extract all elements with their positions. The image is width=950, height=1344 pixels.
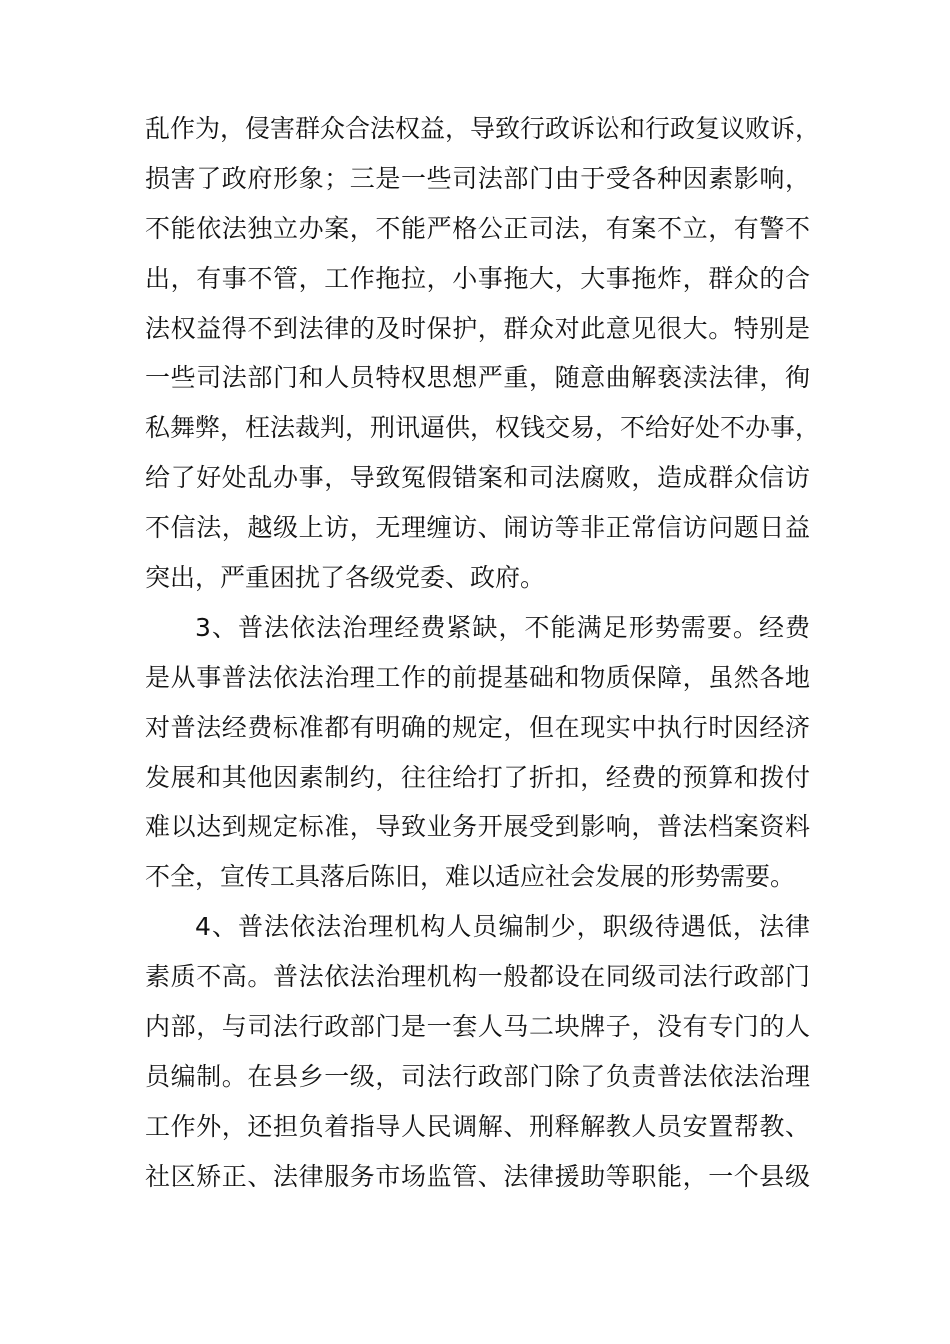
text-line: 是从事普法依法治理工作的前提基础和物质保障，虽然各地 <box>145 662 810 692</box>
text-line: 对普法经费标准都有明确的规定，但在现实中执行时因经济 <box>145 712 810 742</box>
text-line: 不能依法独立办案，不能严格公正司法，有案不立，有警不 <box>145 213 810 243</box>
text-line: 社区矫正、法律服务市场监管、法律援助等职能，一个县级 <box>145 1161 810 1191</box>
text-line: 乱作为，侵害群众合法权益，导致行政诉讼和行政复议败诉， <box>145 114 821 143</box>
text-line: 工作外，还担负着指导人民调解、刑释解教人员安置帮教、 <box>145 1111 810 1141</box>
paragraph-3-first-line: 3、普法依法治理经费紧缺，不能满足形势需要。经费 <box>195 612 810 642</box>
paragraph-end-line: 不全，宣传工具落后陈旧，难以适应社会发展的形势需要。 <box>145 862 796 892</box>
text-line: 难以达到规定标准，导致业务开展受到影响，普法档案资料 <box>145 812 810 842</box>
text-line: 出，有事不管，工作拖拉，小事拖大，大事拖炸，群众的合 <box>145 263 810 293</box>
text-line: 损害了政府形象；三是一些司法部门由于受各种因素影响， <box>145 163 810 193</box>
paragraph-end-line: 突出，严重困扰了各级党委、政府。 <box>145 563 546 593</box>
text-line: 发展和其他因素制约，往往给打了折扣，经费的预算和拨付 <box>145 762 810 792</box>
body-text <box>145 104 821 1202</box>
text-line: 法权益得不到法律的及时保护，群众对此意见很大。特别是 <box>145 313 810 343</box>
text-line: 内部，与司法行政部门是一套人马二块牌子，没有专门的人 <box>145 1012 810 1042</box>
paragraph-4-first-line: 4、普法依法治理机构人员编制少，职级待遇低，法律 <box>195 912 810 942</box>
text-line: 素质不高。普法依法治理机构一般都设在同级司法行政部门 <box>145 962 810 992</box>
text-line: 员编制。在县乡一级，司法行政部门除了负责普法依法治理 <box>145 1061 810 1091</box>
text-line: 一些司法部门和人员特权思想严重，随意曲解亵渎法律，徇 <box>145 363 810 393</box>
text-line: 私舞弊，枉法裁判，刑讯逼供，权钱交易，不给好处不办事， <box>145 413 821 443</box>
text-line: 不信法，越级上访，无理缠访、闹访等非正常信访问题日益 <box>145 513 810 543</box>
text-line: 给了好处乱办事，导致冤假错案和司法腐败，造成群众信访 <box>145 463 810 493</box>
